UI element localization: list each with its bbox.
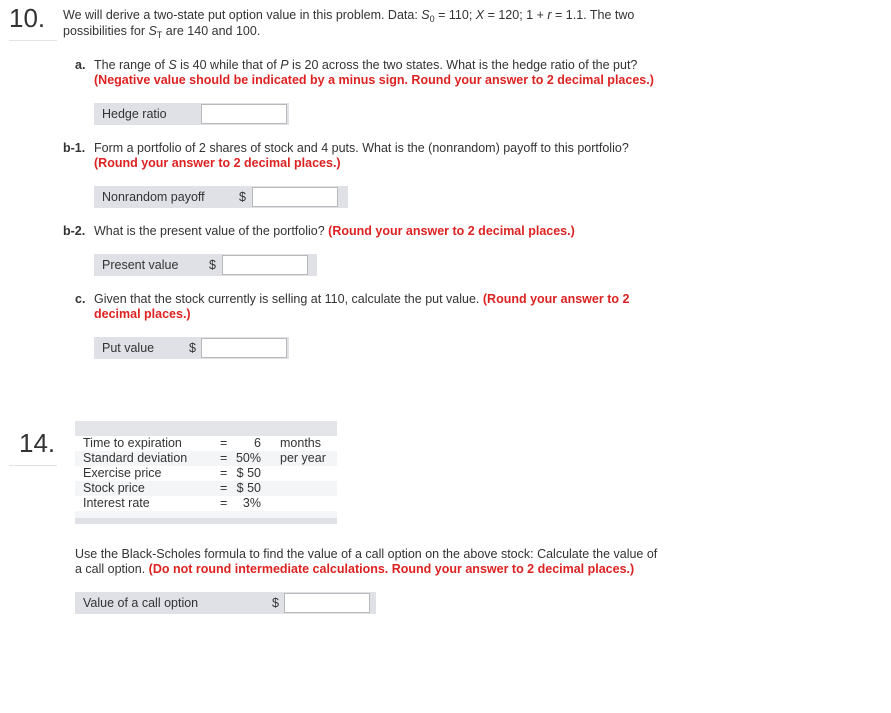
hedge-ratio-row [94,103,289,125]
row-unit: per year [280,451,326,465]
part-b2-label: b-2. [63,224,86,238]
row-equals: = [220,451,228,465]
row-label: Standard deviation [83,451,188,465]
part-b2-text: What is the present value of the portfolio? [94,224,329,238]
part-b1-label: b-1. [63,141,86,155]
option-data-table [75,421,337,524]
table-row [75,451,337,466]
call-value-input[interactable] [284,593,370,613]
q10-intro-line-2 [63,24,260,43]
part-c-label: c. [75,292,86,306]
nonrandom-payoff-row [94,186,348,208]
part-a-text: The range of [94,58,169,72]
r-variable: r [547,8,552,22]
present-value-input[interactable] [222,255,308,275]
part-b1-question: Form a portfolio of 2 shares of stock and 4 puts. What is the (nonrandom) payoff to this portfolio? [94,141,629,155]
present-value-row [94,254,317,276]
table-footer-bar [75,518,337,524]
row-unit: months [280,436,321,450]
row-equals: = [220,481,228,495]
st-subscript: T [156,30,163,40]
q14-text-line-1: Use the Black-Scholes formula to find the value of a call option on the above stock: Calculate the value of [75,547,658,561]
part-a-text-2: is 40 while that of [176,58,281,72]
row-equals: = [220,466,228,480]
put-value-input[interactable] [201,338,287,358]
row-value: $ 50 [236,481,261,495]
question-divider [9,40,57,41]
hedge-ratio-label: Hedge ratio [102,107,167,121]
dollar-sign: $ [189,341,196,355]
q10-intro-text: We will derive a two-state put option value in this problem. Data: [63,8,422,22]
put-value-label: Put value [102,341,155,355]
table-row [75,466,337,481]
question-divider [9,465,57,466]
part-c-text: Given that the stock currently is selling at 110, calculate the put value. [94,292,483,306]
question-number-14: 14. [19,428,56,458]
part-b2-question [94,224,575,239]
part-b2-instruction: (Round your answer to 2 decimal places.) [328,224,575,238]
s-variable: S [168,58,177,72]
part-a-question [94,58,637,73]
part-a-label: a. [75,58,86,72]
row-label: Time to expiration [83,436,182,450]
row-equals: = [220,496,228,510]
row-label: Exercise price [83,466,162,480]
part-a-instruction: (Negative value should be indicated by a minus sign. Round your answer to 2 decimal places.) [94,73,654,87]
p-variable: P [280,58,289,72]
call-value-label: Value of a call option [83,596,199,610]
q10-intro-text-2: = 110; [434,8,476,22]
table-row [75,481,337,496]
nonrandom-payoff-input[interactable] [252,187,338,207]
dollar-sign: $ [209,258,216,272]
row-label: Stock price [83,481,145,495]
row-equals: = [220,436,228,450]
q10-intro-text-3: = 120; 1 + [484,8,548,22]
part-a-text-3: is 20 across the two states. What is the hedge ratio of the put? [288,58,638,72]
nonrandom-payoff-label: Nonrandom payoff [102,190,205,204]
put-value-row [94,337,289,359]
q10-intro-text-6: are 140 and 100. [162,24,261,38]
hedge-ratio-input[interactable] [201,104,287,124]
row-label: Interest rate [83,496,150,510]
part-c-question [94,292,629,307]
table-row [75,496,337,511]
row-value: 3% [242,496,261,510]
q14-instruction: (Do not round intermediate calculations. Round your answer to 2 decimal places.) [148,562,635,576]
q14-text: a call option. [75,562,149,576]
row-value: 50% [235,451,261,465]
row-value: $ 50 [236,466,261,480]
dollar-sign: $ [239,190,246,204]
q10-intro-text-5: possibilities for [63,24,149,38]
table-header-bar [75,421,337,437]
dollar-sign: $ [272,596,279,610]
table-row [75,436,337,451]
call-value-row [75,592,376,614]
present-value-label: Present value [102,258,179,272]
s0-subscript: 0 [429,14,435,24]
st-variable: S [148,24,157,38]
x-variable: X [475,8,485,22]
s0-variable: S [421,8,430,22]
row-value: 6 [254,436,261,450]
q10-intro-text-4: = 1.1. The two [551,8,635,22]
q14-text-line-2 [75,562,634,577]
part-c-instruction-2: decimal places.) [94,307,191,321]
part-b1-instruction: (Round your answer to 2 decimal places.) [94,156,341,170]
question-number-10: 10. [9,3,46,33]
part-c-instruction: (Round your answer to 2 [482,292,630,306]
